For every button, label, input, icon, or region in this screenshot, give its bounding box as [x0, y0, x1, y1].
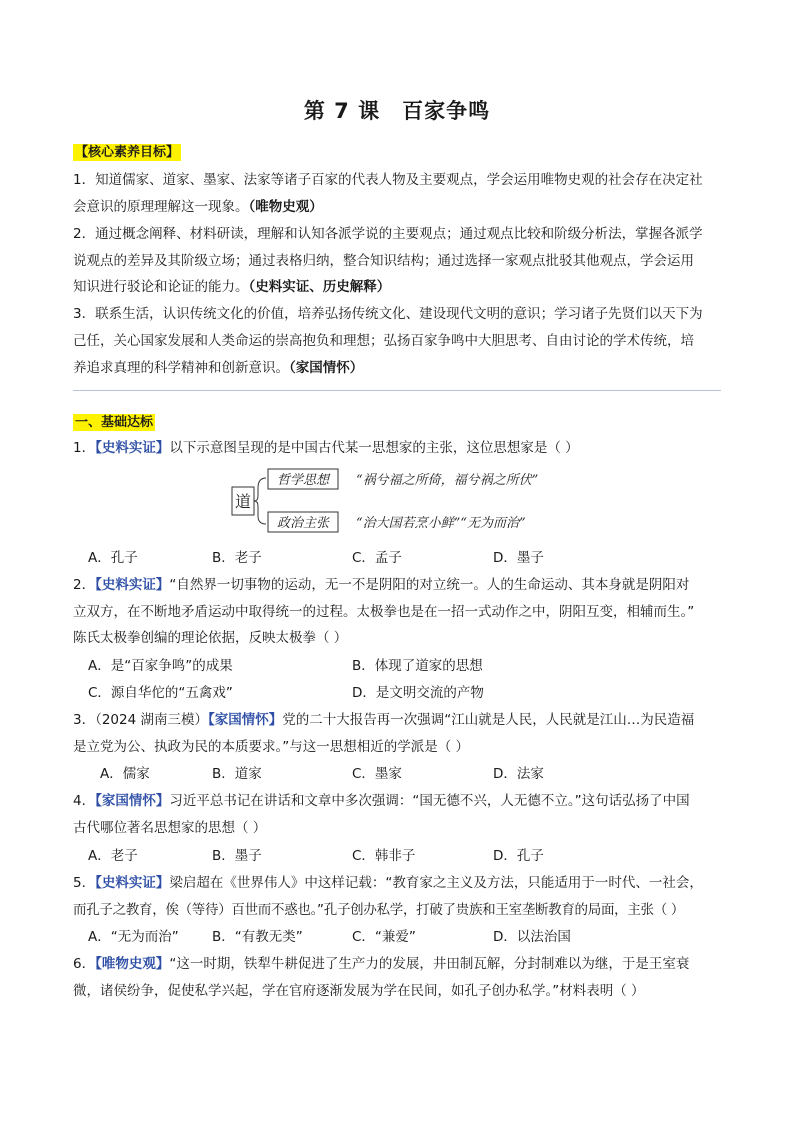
q4-option-d[interactable]: D．孔子 — [493, 848, 544, 864]
core-goals-tag: 【核心素养目标】 — [75, 145, 180, 160]
goal-2-line-2: 说观点的差异及其阶级立场；通过表格归纳，整合知识结构；通过选择一家观点批驳其他观点，学会运用 — [73, 253, 694, 269]
q4-option-c[interactable]: C．韩非子 — [352, 848, 416, 864]
goal-2-line-3: 知识进行驳论和论证的能力。（史料实证、历史解释） — [73, 279, 391, 295]
diagram-root: 道 — [234, 492, 252, 511]
section-basic-tag: 一、基础达标 — [75, 415, 154, 430]
question-2: 2．【史料实证】“自然界一切事物的运动，无一不是阴阳的对立统一。人的生命运动、其本身就是阴阳对 — [73, 577, 690, 593]
q5-option-a[interactable]: A．“无为而治” — [88, 929, 179, 945]
q4-option-b[interactable]: B．墨子 — [212, 848, 262, 864]
lesson-name: 百家争鸣 — [402, 99, 491, 123]
diagram-brace — [254, 478, 266, 524]
question-5-tag: 【史料实证】 — [95, 875, 170, 891]
section-divider — [73, 390, 721, 391]
q3-option-d[interactable]: D．法家 — [493, 766, 544, 782]
question-6: 6．【唯物史观】“这一时期，铁犁牛耕促进了生产力的发展，井田制瓦解，分封制难以为继，于是王室衰 — [73, 956, 690, 972]
goal-3-note: （家国情怀） — [289, 360, 364, 376]
q3-option-b[interactable]: B．道家 — [212, 766, 262, 782]
q3-option-a[interactable]: A．儒家 — [100, 766, 150, 782]
question-2-line-2: 立双方，在不断地矛盾运动中取得统一的过程。太极拳也是在一招一式动作之中，阴阳互变，相辅而生。” — [73, 604, 695, 620]
question-2-tag: 【史料实证】 — [95, 577, 170, 593]
goal-3-line-2: 己任，关心国家发展和人类命运的崇高抱负和理想；弘扬百家争鸣中大胆思考、自由讨论的学术传统，培 — [73, 333, 694, 349]
lesson-number: 第 7 课 — [303, 99, 381, 123]
q1-diagram — [228, 468, 588, 538]
goal-3-line-1: 3．联系生活，认识传统文化的价值，培养弘扬传统文化、建设现代文明的意识；学习诸子先贤们以天下为 — [73, 306, 703, 322]
diagram-row1-text: “祸兮福之所倚，福兮祸之所伏” — [356, 473, 539, 488]
q1-option-a[interactable]: A．孔子 — [88, 550, 138, 566]
q5-option-b[interactable]: B．“有教无类” — [212, 929, 303, 945]
q5-option-d[interactable]: D．以法治国 — [493, 929, 571, 945]
goal-3-line-3: 养追求真理的科学精神和创新意识。（家国情怀） — [73, 360, 364, 376]
goal-1-note: （唯物史观） — [248, 199, 323, 215]
question-3: 3．（2024 湖南三模）【家国情怀】党的二十大报告再一次强调“江山就是人民，人民就是江山…为民造福 — [73, 712, 695, 728]
question-3-tag: 【家国情怀】 — [208, 712, 283, 728]
diagram-row2-label: 政治主张 — [276, 516, 330, 531]
goal-2-line-1: 2．通过概念阐释、材料研读，理解和认知各派学说的主要观点；通过观点比较和阶级分析法，掌握各派学 — [73, 226, 703, 242]
goal-1-line-2: 会意识的原理理解这一现象。（唯物史观） — [73, 199, 323, 215]
q2-option-a[interactable]: A．是“百家争鸣”的成果 — [88, 658, 233, 674]
q2-option-c[interactable]: C．源自华佗的“五禽戏” — [88, 685, 233, 701]
question-3-line-2: 是立党为公、执政为民的本质要求。”与这一思想相近的学派是（ ） — [73, 739, 470, 755]
question-4-line-2: 古代哪位著名思想家的思想（ ） — [73, 820, 267, 836]
q2-option-d[interactable]: D．是文明交流的产物 — [352, 685, 484, 701]
goal-2-note: （史料实证、历史解释） — [248, 279, 391, 295]
goal-1-line-1: 1．知道儒家、道家、墨家、法家等诸子百家的代表人物及主要观点，学会运用唯物史观的社会存在决定社 — [73, 172, 703, 188]
diagram-row1-label: 哲学思想 — [276, 473, 330, 488]
diagram-row2-text: “治大国若烹小鲜”“无为而治” — [356, 516, 526, 531]
question-6-tag: 【唯物史观】 — [95, 956, 170, 972]
question-1-tag: 【史料实证】 — [95, 440, 170, 456]
question-2-line-3: 陈氏太极拳创编的理论依据，反映太极拳（ ） — [73, 630, 348, 646]
q2-option-b[interactable]: B．体现了道家的思想 — [352, 658, 483, 674]
q4-option-a[interactable]: A．老子 — [88, 848, 138, 864]
question-5: 5．【史料实证】梁启超在《世界伟人》中这样记载：“教育家之主义及方法，只能适用于一时代、一社会， — [73, 875, 703, 891]
question-4: 4．【家国情怀】习近平总书记在讲话和文章中多次强调：“国无德不兴，人无德不立。”这句话弘扬了中国 — [73, 793, 690, 809]
question-3-source: （2024 湖南三模） — [95, 712, 208, 728]
q1-option-b[interactable]: B．老子 — [212, 550, 262, 566]
q1-option-d[interactable]: D．墨子 — [493, 550, 544, 566]
page-title — [0, 95, 794, 125]
q5-option-c[interactable]: C．“兼爱” — [352, 929, 416, 945]
q3-option-c[interactable]: C．墨家 — [352, 766, 402, 782]
question-6-line-2: 微，诸侯纷争，促使私学兴起，学在官府逐渐发展为学在民间，如孔子创办私学。”材料表明（ ） — [73, 983, 645, 999]
question-5-line-2: 而孔子之教育，俟（等待）百世而不惑也。”孔子创办私学，打破了贵族和王室垄断教育的局面，主张（ ） — [73, 902, 685, 918]
question-1: 1．【史料实证】以下示意图呈现的是中国古代某一思想家的主张，这位思想家是（ ） — [73, 440, 579, 456]
question-4-tag: 【家国情怀】 — [95, 793, 170, 809]
q1-option-c[interactable]: C．孟子 — [352, 550, 402, 566]
